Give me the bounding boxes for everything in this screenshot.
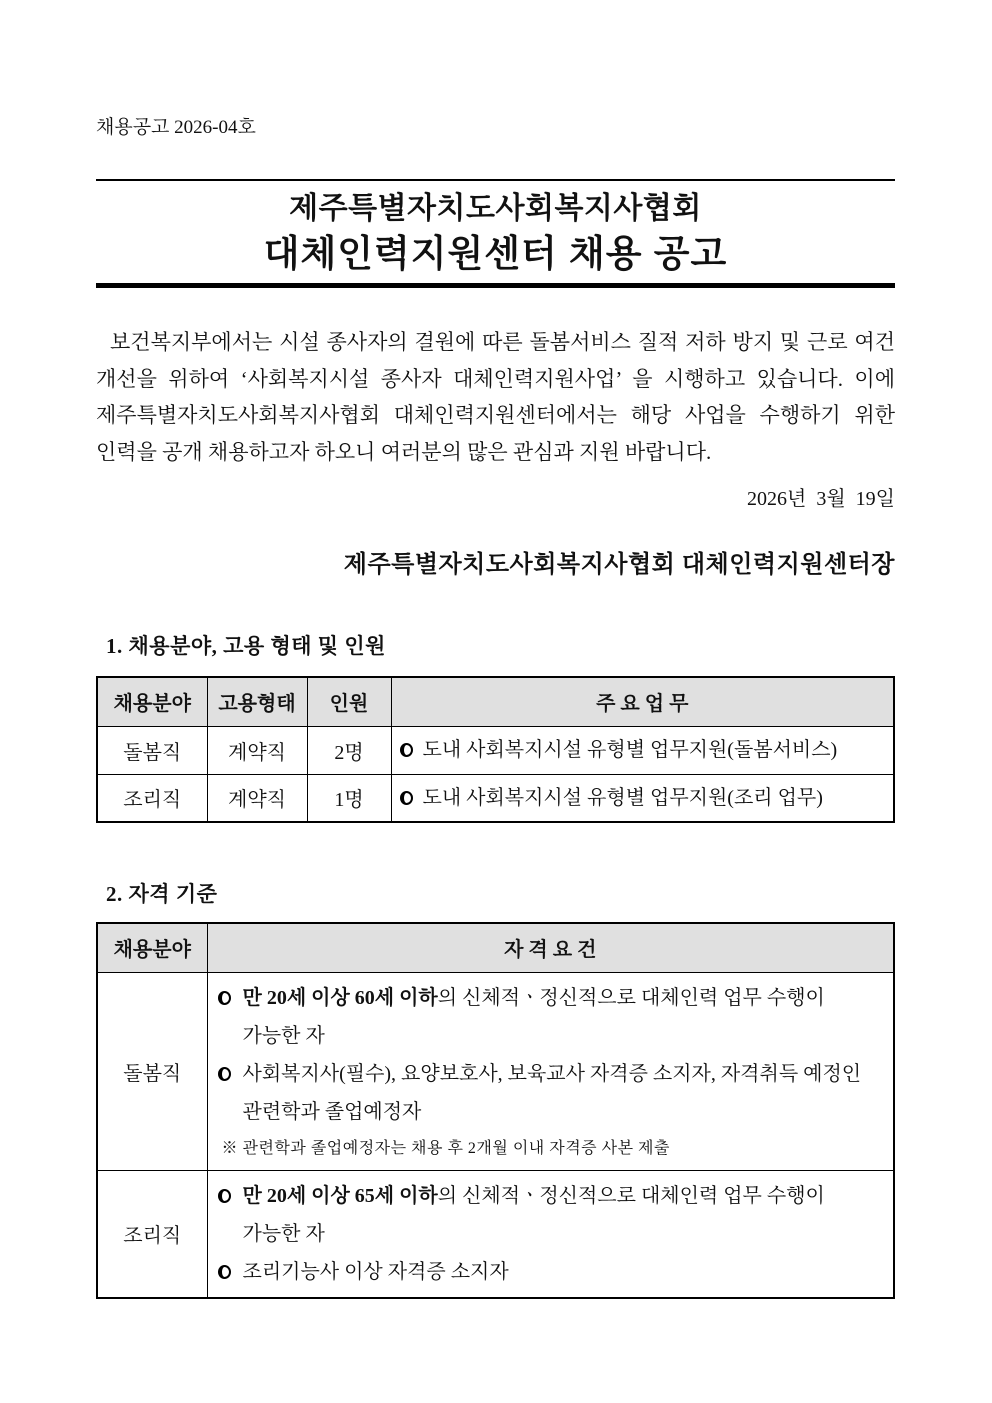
cell-employment-type: 계약직: [207, 774, 307, 822]
section2-heading: 2. 자격 기준: [106, 882, 218, 906]
signer-line: 제주특별자치도사회복지사협회 대체인력지원센터장: [343, 552, 895, 578]
header-qualification: 자 격 요 건: [207, 923, 894, 972]
qual-note: ※ 관련학과 졸업예정자는 채용 후 2개월 이내 자격증 사본 제출: [221, 1139, 670, 1157]
circle-bullet-icon: [218, 991, 231, 1005]
qual-age-range: 만 20세 이상 60세 이하: [242, 986, 438, 1009]
circle-bullet-icon: [400, 743, 413, 757]
qual-text: [243, 1177, 884, 1253]
cell-employment-type: 계약직: [207, 726, 307, 774]
table-row: [97, 774, 894, 822]
header-employment-type: 고용형태: [207, 677, 307, 726]
qual-item: [216, 1177, 884, 1253]
table-header-row: [97, 923, 894, 972]
table-row: [97, 726, 894, 774]
duty-text: 도내 사회복지시설 유형별 업무지원(돌봄서비스): [422, 739, 838, 761]
duty-text: 도내 사회복지시설 유형별 업무지원(조리 업무): [422, 786, 823, 809]
cell-count: 2명: [307, 726, 391, 774]
doc-number: 채용공고 2026-04호: [96, 117, 256, 138]
header-duty: 주 요 업 무: [391, 677, 894, 726]
qual-text: [243, 979, 884, 1055]
qual-item: [216, 1055, 884, 1131]
cell-count: 1명: [307, 774, 391, 822]
cell-field: 조리직: [97, 1170, 207, 1298]
qual-item: [216, 1253, 884, 1291]
qual-age-range: 만 20세 이상 65세 이하: [242, 1184, 438, 1207]
qualification-table: [96, 922, 895, 1299]
org-title: 제주특별자치도사회복지사협회: [289, 192, 702, 225]
cell-duty: [391, 726, 894, 774]
table-row: [97, 1170, 894, 1298]
header-field: 채용분야: [97, 923, 207, 972]
intro-paragraph: 보건복지부에서는 시설 종사자의 결원에 따른 돌봄서비스 질적 저하 방지 및 근로 여건 개선을 위하여 ‘사회복지시설 종사자 대체인력지원사업’ 을 시행하고 있습니다. 이에 제주특별자치도사회복지사협회 대체인력지원센터에서는 해당 사업을 수행하기 위한 인력을 공개 채용하고자 하오니 여러분의 많은 관심과 지원 바랍니다.: [96, 330, 895, 464]
cell-qualification: [207, 1170, 894, 1298]
table-row: [97, 972, 894, 1170]
circle-bullet-icon: [218, 1189, 231, 1203]
qual-text: 조리기능사 이상 자격증 소지자: [242, 1260, 509, 1283]
circle-bullet-icon: [400, 791, 413, 805]
qual-age-rest: 의 신체적ㆍ정신적으로 대체인력 업무 수행이 가능한 자: [242, 986, 825, 1047]
date-line: 2026년 3월 19일: [747, 488, 895, 510]
cell-field: 돌봄직: [97, 726, 207, 774]
header-count: 인원: [307, 677, 391, 726]
table-header-row: [97, 677, 894, 726]
header-field: 채용분야: [97, 677, 207, 726]
qual-item: [216, 979, 884, 1055]
recruit-fields-table: [96, 676, 895, 823]
qual-text: 사회복지사(필수), 요양보호사, 보육교사 자격증 소지자, 자격취득 예정인 관련학과 졸업예정자: [242, 1062, 862, 1123]
cell-field: 돌봄직: [97, 972, 207, 1170]
cell-field: 조리직: [97, 774, 207, 822]
page-title: 대체인력지원센터 채용 공고: [263, 233, 728, 274]
title-block: [96, 179, 895, 288]
qual-age-rest: 의 신체적ㆍ정신적으로 대체인력 업무 수행이 가능한 자: [242, 1184, 825, 1245]
cell-qualification: [207, 972, 894, 1170]
circle-bullet-icon: [218, 1067, 231, 1081]
circle-bullet-icon: [218, 1265, 231, 1279]
section1-heading: 1. 채용분야, 고용 형태 및 인원: [106, 634, 386, 658]
cell-duty: [391, 774, 894, 822]
